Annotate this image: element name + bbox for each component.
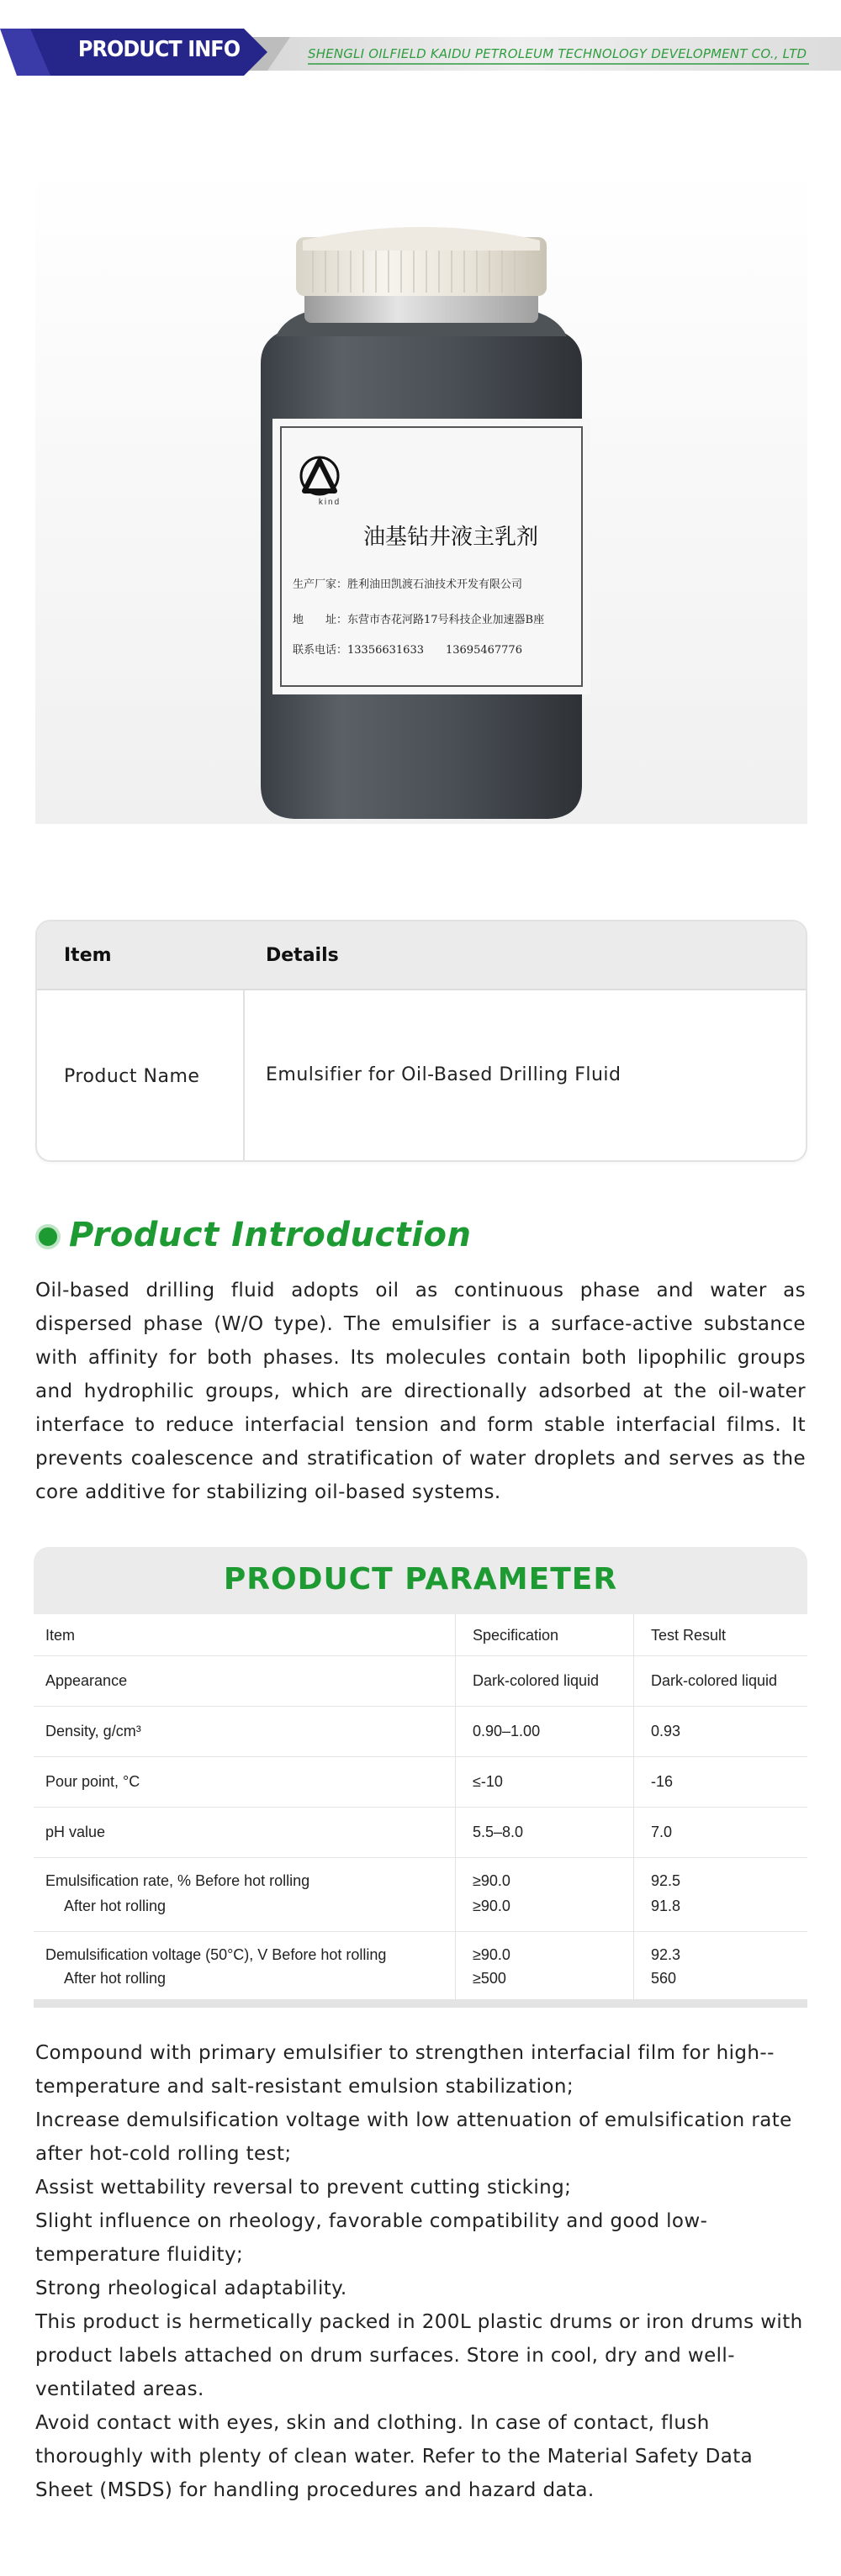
param-item: Emulsification rate, % Before hot rolling bbox=[45, 1872, 310, 1889]
note-paragraph: Increase demulsification voltage with low attenuation of emulsification rate after hot-cold rolling test; bbox=[35, 2109, 792, 2165]
label-title: 油基钻井液主乳剂 bbox=[363, 525, 539, 550]
info-column-divider bbox=[243, 990, 245, 1162]
note-paragraph: Slight influence on rheology, favorable compatibility and good low-temperature fluidity; bbox=[35, 2210, 708, 2266]
param-spec-sub: ≥90.0 bbox=[473, 1898, 510, 1914]
parameter-title: PRODUCT PARAMETER bbox=[223, 1562, 618, 1597]
param-item: Appearance bbox=[45, 1672, 128, 1689]
param-spec: Dark-colored liquid bbox=[473, 1672, 600, 1689]
company-name: SHENGLI OILFIELD KAIDU PETROLEUM TECHNOLOGY DEVELOPMENT CO., LTD bbox=[308, 46, 807, 61]
param-result: Dark-colored liquid bbox=[651, 1672, 778, 1689]
label-address: 地 址：东营市杏花河路17号科技企业加速器B座 bbox=[293, 614, 545, 626]
label-phone: 联系电话：13356631633 13695467776 bbox=[293, 644, 522, 657]
parameter-column-headers bbox=[34, 1614, 807, 1656]
param-item: pH value bbox=[45, 1824, 106, 1840]
param-item: Pour point, °C bbox=[45, 1773, 140, 1790]
product-notes bbox=[35, 2036, 806, 2507]
param-result: -16 bbox=[651, 1773, 674, 1790]
product-photo bbox=[35, 163, 807, 824]
param-result: 92.5 bbox=[651, 1872, 681, 1889]
param-header-spec: Specification bbox=[473, 1627, 559, 1644]
param-result: 0.93 bbox=[651, 1723, 681, 1739]
param-result: 92.3 bbox=[651, 1946, 681, 1963]
introduction-title: Product Introduction bbox=[69, 1216, 472, 1254]
bottle-illustration bbox=[35, 163, 807, 824]
info-row-item: Product Name bbox=[64, 1066, 200, 1087]
note-paragraph: Strong rheological adaptability. bbox=[35, 2278, 347, 2299]
product-info-table bbox=[35, 920, 807, 1162]
param-header-item: Item bbox=[45, 1627, 76, 1644]
note-paragraph: Assist wettability reversal to prevent cutting sticking; bbox=[35, 2177, 572, 2199]
note-paragraph: This product is hermetically packed in 200L plastic drums or iron drums with product labels attached on drum surfaces. Store in cool, dry and well-ventilated areas. bbox=[35, 2311, 803, 2400]
param-spec: 5.5–8.0 bbox=[473, 1824, 524, 1840]
note-paragraph: Avoid contact with eyes, skin and clothing. In case of contact, flush thoroughly with plenty of clean water. Refer to the Material Safety Data Sheet (MSDS) for handling procedures and hazard data. bbox=[35, 2412, 754, 2501]
param-header-result: Test Result bbox=[651, 1627, 727, 1644]
note-paragraph: Compound with primary emulsifier to strengthen interfacial film for high--temperature and salt-resistant emulsion stabilization; bbox=[35, 2042, 775, 2098]
table-row bbox=[34, 1757, 807, 1808]
param-column-divider bbox=[455, 1614, 456, 1999]
banner-title: PRODUCT INFO bbox=[77, 37, 241, 62]
param-spec: ≤-10 bbox=[473, 1773, 503, 1790]
label-maker: 生产厂家：胜利油田凯渡石油技术开发有限公司 bbox=[293, 578, 523, 591]
parameter-table bbox=[34, 1547, 807, 2008]
param-spec: ≥90.0 bbox=[473, 1946, 510, 1963]
param-result: 7.0 bbox=[651, 1824, 673, 1840]
table-row bbox=[34, 1858, 807, 1932]
table-row bbox=[34, 1707, 807, 1757]
param-column-divider bbox=[633, 1614, 634, 1999]
parameter-table-footer-bar bbox=[34, 1999, 807, 2008]
param-result-sub: 91.8 bbox=[651, 1898, 681, 1914]
param-item-sub: After hot rolling bbox=[64, 1970, 167, 1987]
table-row bbox=[34, 1656, 807, 1707]
param-item: Density, g/cm³ bbox=[45, 1723, 141, 1739]
introduction-body: Oil-based drilling fluid adopts oil as continuous phase and water as dispersed phase (W/O type). The emulsifier is a surface-active substance with affinity for both phases. Its molecules contain both lipophilic groups and hydrophilic groups, which are directionally adsorbed at the oil-water interface to reduce interfacial tension and form stable interfacial films. It prevents coalescence and stratification of water droplets and serves as the core additive for stabilizing oil-based systems. bbox=[35, 1280, 806, 1503]
param-spec: 0.90–1.00 bbox=[473, 1723, 541, 1739]
param-spec: ≥90.0 bbox=[473, 1872, 510, 1889]
label-logo-text: kind bbox=[318, 498, 341, 507]
param-item: Demulsification voltage (50°C), V Before hot rolling bbox=[45, 1946, 387, 1963]
info-row-detail: Emulsifier for Oil-Based Drilling Fluid bbox=[266, 1064, 621, 1085]
info-header-item: Item bbox=[64, 945, 112, 966]
table-row bbox=[34, 1932, 807, 1999]
header-banner bbox=[0, 0, 841, 92]
param-result-sub: 560 bbox=[651, 1970, 677, 1987]
param-spec-sub: ≥500 bbox=[473, 1970, 506, 1987]
parameter-table-header bbox=[34, 1547, 807, 1614]
info-table-header bbox=[37, 921, 806, 990]
param-item-sub: After hot rolling bbox=[64, 1898, 167, 1914]
info-header-details: Details bbox=[266, 945, 339, 966]
table-row bbox=[34, 1808, 807, 1858]
section-bullet-icon bbox=[35, 1224, 61, 1249]
